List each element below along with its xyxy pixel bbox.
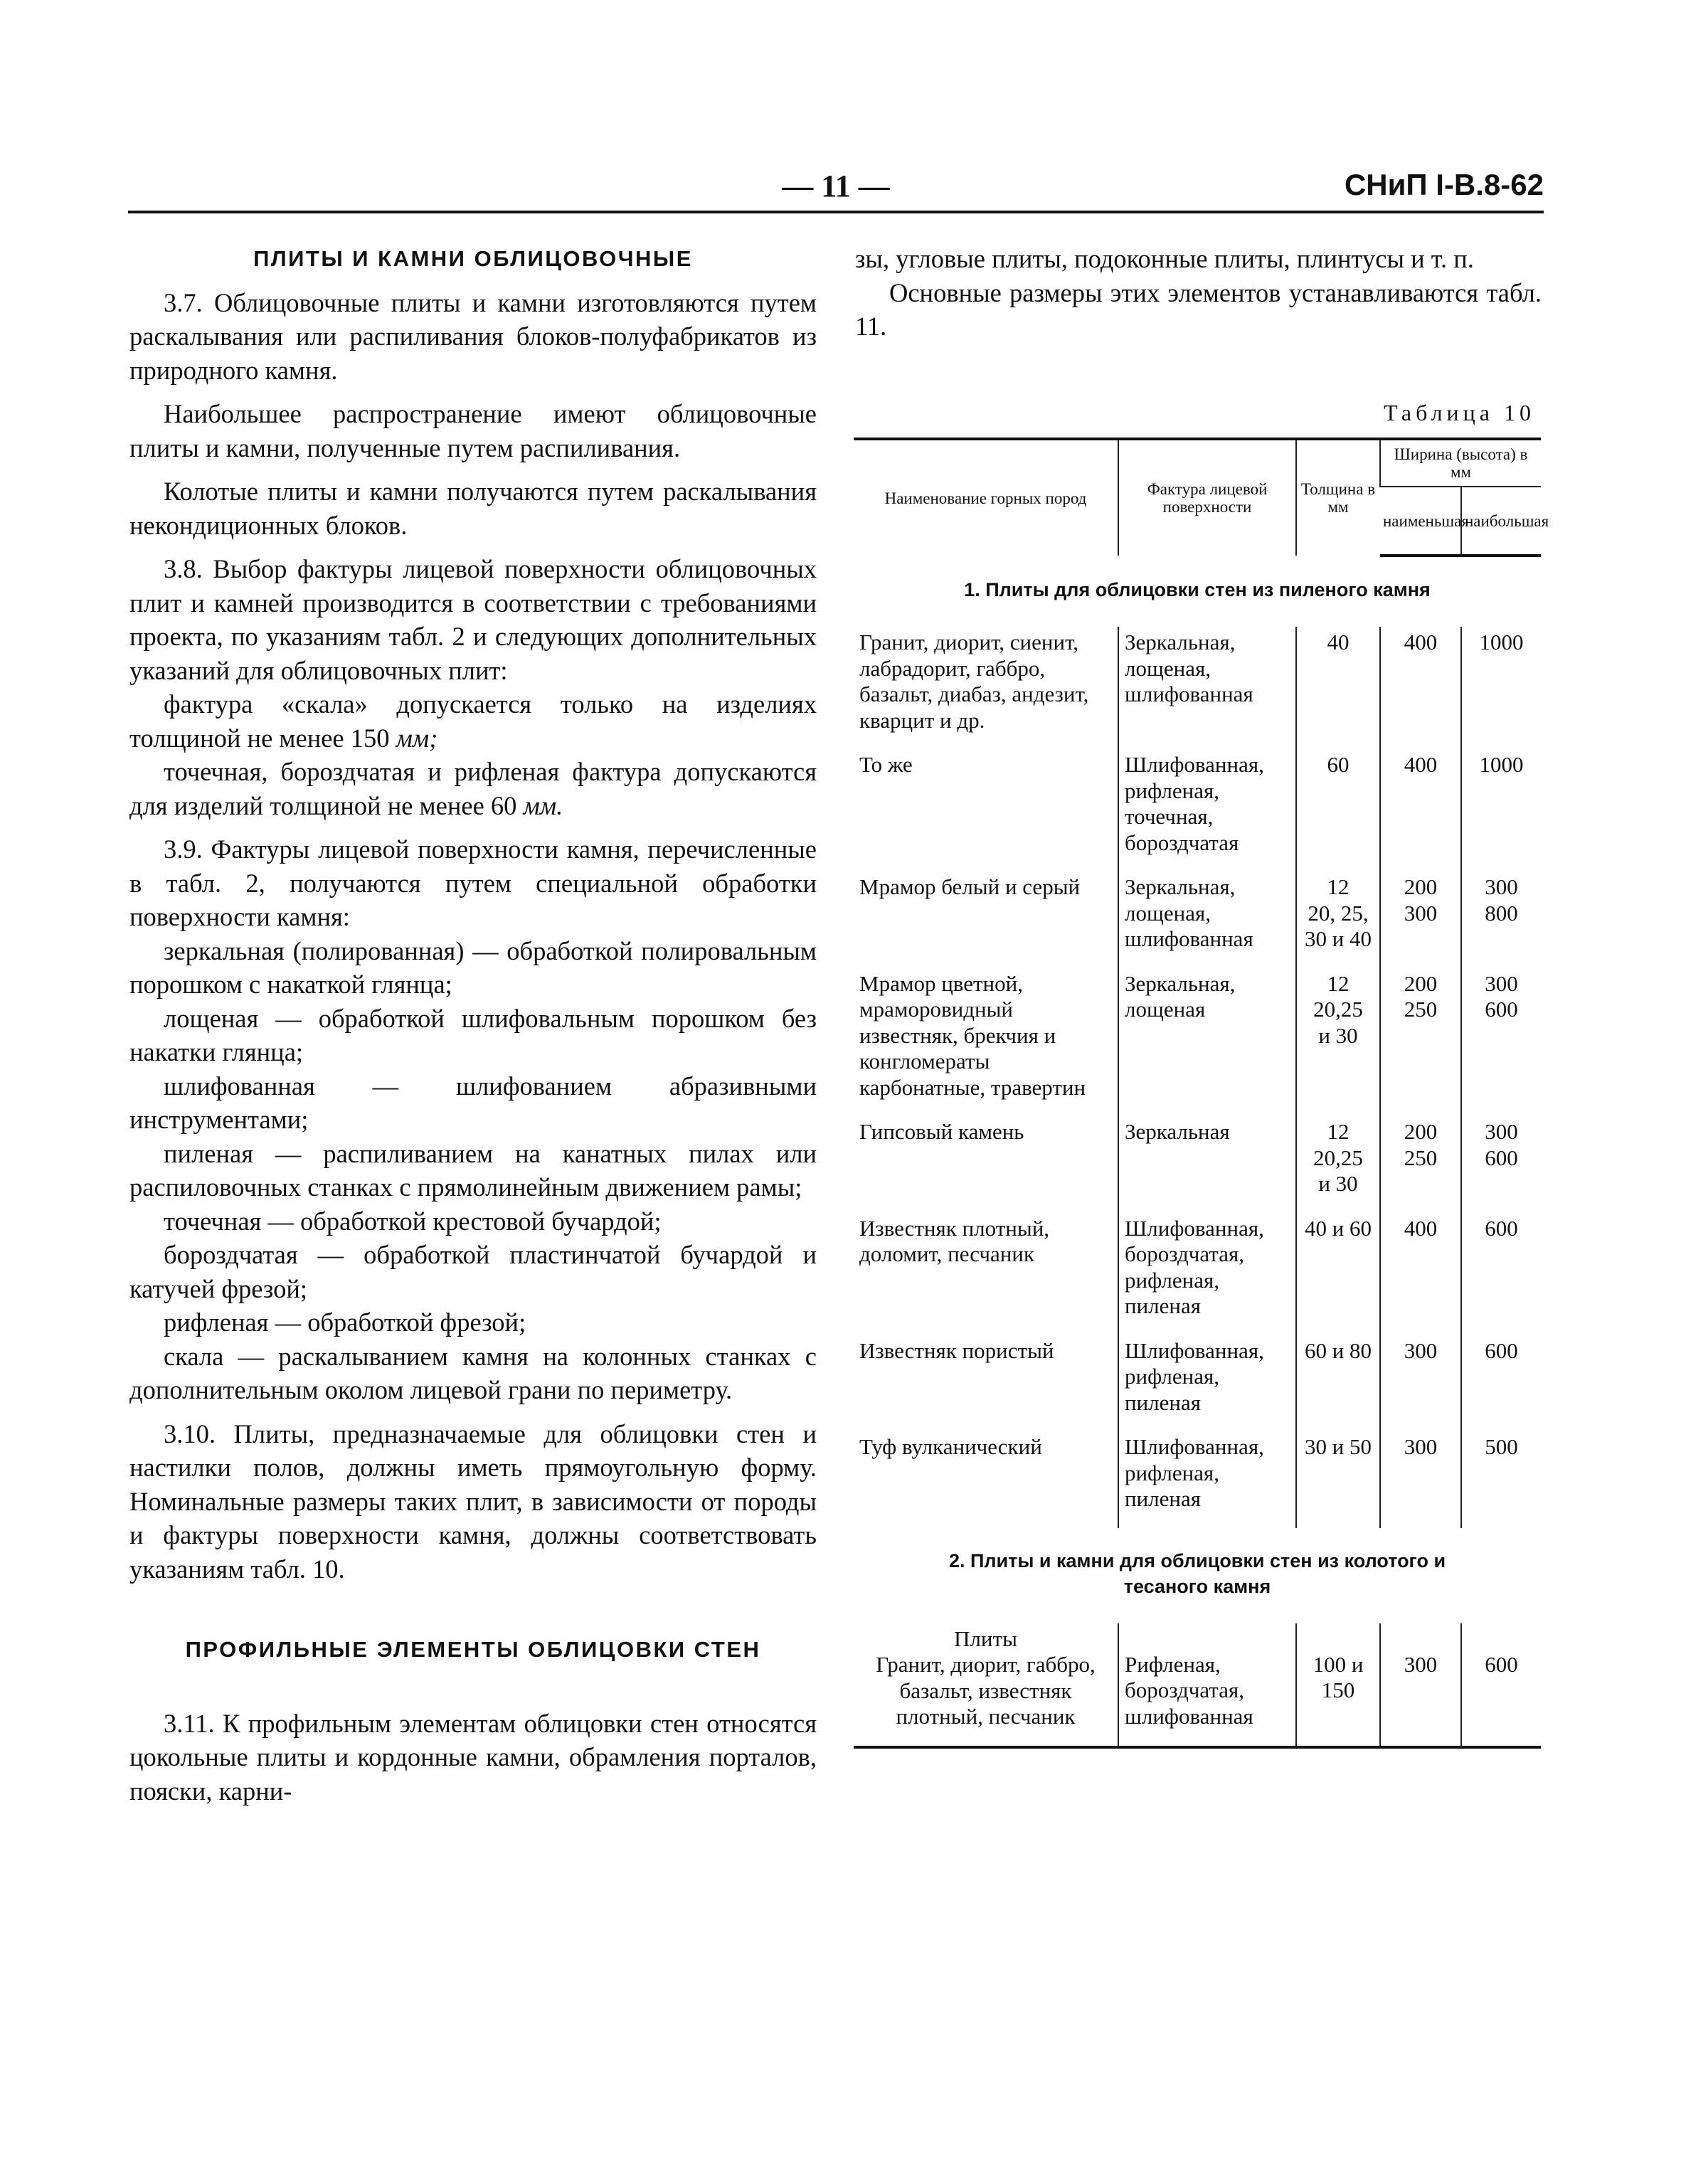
cell-min: 400 (1380, 627, 1461, 749)
cell-min: 300 (1380, 1431, 1461, 1528)
cell-min: 400 (1380, 749, 1461, 871)
cell-texture: Шлифованная, бороздчатая, рифленая, пиленая (1118, 1213, 1296, 1335)
table-section-row (854, 1528, 1541, 1623)
header-width-min: наименьшая (1380, 487, 1461, 556)
cell-thickness: 12 20,25 и 30 (1296, 968, 1380, 1117)
cell-thickness: 40 и 60 (1296, 1213, 1380, 1335)
cell-thickness: 60 (1296, 749, 1380, 871)
table-row (854, 1431, 1541, 1528)
cell-max: 600 (1461, 1335, 1541, 1432)
cell-name: То же (859, 752, 913, 777)
table-section-1: 1. Плиты для облицовки стен из пиленого камня (964, 579, 1431, 600)
list-item: зеркальная (полированная) — обработкой полировальным порошком с накаткой глянца; (129, 935, 817, 999)
table-row (854, 1116, 1541, 1213)
cell-texture: Шлифованная, рифленая, пиленая (1118, 1335, 1296, 1432)
cell-texture: Шлифованная, рифленая, точечная, бороздчатая (1118, 749, 1296, 871)
cell-max: 500 (1461, 1431, 1541, 1528)
table-section-2: 2. Плиты и камни для облицовки стен из колотого и тесаного камня (948, 1549, 1446, 1597)
table-row (854, 1335, 1541, 1432)
cell-max: 300 600 (1461, 1116, 1541, 1213)
header-width: Ширина (высота) в мм (1380, 439, 1541, 487)
cell-max: 600 (1461, 1213, 1541, 1335)
section-title-profile-elements: ПРОФИЛЬНЫЕ ЭЛЕМЕНТЫ ОБЛИЦОВКИ СТЕН (185, 1637, 761, 1662)
header-width-max: наибольшая (1461, 487, 1541, 556)
cell-thickness: 100 и 150 (1296, 1623, 1380, 1747)
cell-texture: Шлифованная, рифленая, пиленая (1118, 1431, 1296, 1528)
table-row (854, 1213, 1541, 1335)
right-column (855, 242, 1542, 344)
page-number: — 11 — (782, 169, 890, 203)
cell-max: 600 (1461, 1623, 1541, 1747)
table-row (854, 968, 1541, 1117)
cell-name: Плиты Гранит, диорит, габбро, базальт, известняк плотный, песчаник (854, 1623, 1118, 1747)
cell-min: 200 250 (1380, 1116, 1461, 1213)
cell-name: Мрамор цветной, мраморовидный известняк, брекчия и конгломераты карбонатные, травертин (859, 970, 1086, 1100)
cell-name: Гипсовый камень (859, 1119, 1024, 1144)
cell-max: 1000 (1461, 749, 1541, 871)
header-texture: Фактура лицевой поверхности (1118, 439, 1296, 556)
header-thickness: Толщина в мм (1296, 439, 1380, 556)
list-item: точечная — обработкой крестовой бучардой; (164, 1206, 662, 1236)
paragraph-3-11-b: Основные размеры этих элементов устанавливаются табл. 11. (855, 277, 1542, 341)
cell-min: 400 (1380, 1213, 1461, 1335)
cell-thickness: 30 и 50 (1296, 1431, 1380, 1528)
left-column (129, 242, 817, 1808)
cell-max: 300 800 (1461, 871, 1541, 968)
cell-texture: Зеркальная, лощеная (1118, 968, 1296, 1117)
cell-name: Туф вулканический (859, 1434, 1042, 1459)
table-header-row (854, 439, 1541, 487)
cell-min: 200 250 (1380, 968, 1461, 1117)
table-row (854, 1623, 1541, 1747)
cell-thickness: 12 20, 25, 30 и 40 (1296, 871, 1380, 968)
paragraph-3-8-b: точечная, бороздчатая и рифленая фактура допускаются для изделий толщиной не менее 60 мм. (129, 757, 817, 820)
table-row (854, 749, 1541, 871)
paragraph-3-11-continued: зы, угловые плиты, подоконные плиты, плинтусы и т. п. (855, 244, 1474, 273)
list-item: рифленая — обработкой фрезой; (164, 1308, 526, 1337)
header-rule (128, 211, 1544, 213)
cell-max: 1000 (1461, 627, 1541, 749)
paragraph-3-7: 3.7. Облицовочные плиты и камни изготовляются путем раскалывания или распиливания блоков-полуфабрикатов из природного камня. (129, 287, 817, 385)
cell-texture: Зеркальная, лощеная, шлифованная (1118, 871, 1296, 968)
list-item: бороздчатая — обработкой пластинчатой бучардой и катучей фрезой; (129, 1240, 817, 1303)
paragraph-3-9: 3.9. Фактуры лицевой поверхности камня, перечисленные в табл. 2, получаются путем специальной обработки поверхности камня: (129, 834, 817, 931)
table-10 (854, 438, 1549, 1749)
cell-texture: Зеркальная (1118, 1116, 1296, 1213)
paragraph-3-11: 3.11. К профильным элементам облицовки стен относятся цокольные плиты и кордонные камни, обрамления порталов, пояски, карни- (129, 1708, 817, 1806)
cell-texture: Зеркальная, лощеная, шлифованная (1118, 627, 1296, 749)
list-item: пиленая — распиливанием на канатных пилах или распиловочных станках с прямолинейным движением рамы; (129, 1138, 817, 1202)
paragraph-3-7-b: Наибольшее распространение имеют облицовочные плиты и камни, полученные путем распиливания. (129, 399, 817, 462)
cell-max: 300 600 (1461, 968, 1541, 1117)
table-caption: Таблица 10 (1384, 400, 1535, 425)
cell-name: Известняк пористый (859, 1337, 1054, 1363)
cell-thickness: 12 20,25 и 30 (1296, 1116, 1380, 1213)
cell-min: 200 300 (1380, 871, 1461, 968)
cell-name: Мрамор белый и серый (859, 874, 1081, 899)
list-item: шлифованная — шлифованием абразивными инструментами; (129, 1071, 817, 1134)
paragraph-3-7-c: Колотые плиты и камни получаются путем раскалывания некондиционных блоков. (129, 477, 817, 540)
paragraph-3-8: 3.8. Выбор фактуры лицевой поверхности облицовочных плит и камней производится в соответствии с требованиями проекта, по указаниям табл. 2 и следующих дополнительных указаний для облицовочных плит: (129, 554, 817, 685)
paragraph-3-10: 3.10. Плиты, предназначаемые для облицовки стен и настилки полов, должны иметь прямоугольную форму. Номинальные размеры таких плит, в зависимости от породы и фактуры поверхности камня, должны соответствовать указаниям табл. 10. (129, 1419, 817, 1584)
header-rock-name: Наименование горных пород (854, 439, 1118, 556)
list-item: лощеная — обработкой шлифовальным порошком без накатки глянца; (129, 1003, 817, 1066)
cell-texture: Рифленая, бороздчатая, шлифованная (1118, 1623, 1296, 1747)
document-code: СНиП I-В.8-62 (1344, 168, 1544, 201)
cell-name: Гранит, диорит, сиенит, лабрадорит, габбро, базальт, диабаз, андезит, кварцит и др. (859, 630, 1089, 733)
cell-name: Известняк плотный, доломит, песчаник (859, 1215, 1050, 1266)
table-row (854, 627, 1541, 749)
paragraph-3-8-a: фактура «скала» допускается только на изделиях толщиной не менее 150 мм; (129, 689, 817, 753)
cell-thickness: 60 и 80 (1296, 1335, 1380, 1432)
cell-min: 300 (1380, 1623, 1461, 1747)
page-header (128, 168, 1544, 211)
table-row (854, 871, 1541, 968)
section-title-facing-slabs: ПЛИТЫ И КАМНИ ОБЛИЦОВОЧНЫЕ (253, 246, 693, 271)
list-item: скала — раскалыванием камня на колонных станках с дополнительным околом лицевой грани по периметру. (129, 1341, 817, 1404)
table-section-row (854, 556, 1541, 627)
cell-thickness: 40 (1296, 627, 1380, 749)
cell-min: 300 (1380, 1335, 1461, 1432)
